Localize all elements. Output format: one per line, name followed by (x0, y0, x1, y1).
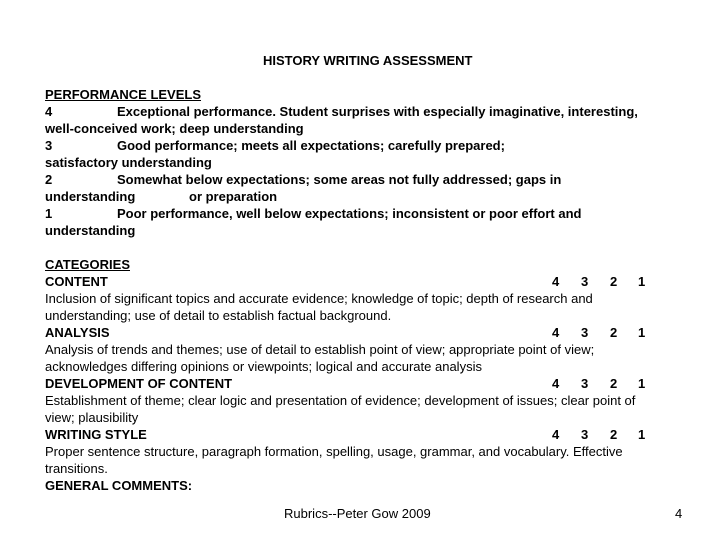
category-content-name: CONTENT (45, 274, 108, 289)
category-development-scale (552, 375, 652, 392)
level-1-text: Poor performance, well below expectations; inconsistent or poor effort and (117, 206, 582, 221)
level-2-continuation-2: or preparation (189, 189, 278, 204)
scale-2: 2 (610, 274, 618, 289)
level-2-text: Somewhat below expectations; some areas not fully addressed; gaps in (117, 172, 562, 187)
level-4-continuation: well-conceived work; deep understanding (45, 121, 304, 136)
category-content-desc-2: understanding; use of detail to establish factual background. (45, 308, 392, 323)
level-1-score: 1 (45, 206, 53, 221)
footer-credit: Rubrics--Peter Gow 2009 (284, 506, 431, 521)
scale-3: 3 (581, 274, 589, 289)
category-analysis-desc-2: acknowledges differing opinions or viewpoints; logical and accurate analysis (45, 359, 482, 374)
scale-4: 4 (552, 274, 560, 289)
scale-4: 4 (552, 427, 560, 442)
scale-4: 4 (552, 325, 560, 340)
level-4-text: Exceptional performance. Student surprises with especially imaginative, interesting, (117, 104, 638, 119)
level-3-text: Good performance; meets all expectations; carefully prepared; (117, 138, 505, 153)
category-development-desc-2: view; plausibility (45, 410, 139, 425)
category-content-desc-1: Inclusion of significant topics and accurate evidence; knowledge of topic; depth of research and (45, 291, 593, 306)
category-writing-style-desc-1: Proper sentence structure, paragraph formation, spelling, usage, grammar, and vocabulary. Effective (45, 444, 623, 459)
scale-3: 3 (581, 427, 589, 442)
level-2-continuation: understanding (45, 189, 136, 204)
level-3-continuation: satisfactory understanding (45, 155, 212, 170)
general-comments-label: GENERAL COMMENTS: (45, 478, 193, 493)
category-analysis-desc-1: Analysis of trends and themes; use of detail to establish point of view; appropriate point of view; (45, 342, 595, 357)
scale-3: 3 (581, 376, 589, 391)
page-number: 4 (675, 506, 683, 521)
scale-4: 4 (552, 376, 560, 391)
performance-levels-heading: PERFORMANCE LEVELS (45, 87, 202, 102)
category-development-desc-1: Establishment of theme; clear logic and presentation of evidence; development of issues; clear point of (45, 393, 636, 408)
category-analysis-name: ANALYSIS (45, 325, 110, 340)
category-writing-style-desc-2: transitions. (45, 461, 108, 476)
scale-2: 2 (610, 427, 618, 442)
scale-1: 1 (638, 325, 646, 340)
level-1-continuation: understanding (45, 223, 136, 238)
scale-2: 2 (610, 325, 618, 340)
level-4-score: 4 (45, 104, 53, 119)
level-2-score: 2 (45, 172, 53, 187)
category-analysis-scale (552, 324, 652, 341)
scale-1: 1 (638, 274, 646, 289)
category-writing-style-name: WRITING STYLE (45, 427, 147, 442)
scale-3: 3 (581, 325, 589, 340)
category-content-scale (552, 273, 652, 290)
level-3-score: 3 (45, 138, 53, 153)
scale-1: 1 (638, 376, 646, 391)
category-development-name: DEVELOPMENT OF CONTENT (45, 376, 233, 391)
category-writing-style-scale (552, 426, 652, 443)
scale-2: 2 (610, 376, 618, 391)
categories-heading: CATEGORIES (45, 257, 130, 272)
page-title: HISTORY WRITING ASSESSMENT (263, 53, 473, 68)
scale-1: 1 (638, 427, 646, 442)
